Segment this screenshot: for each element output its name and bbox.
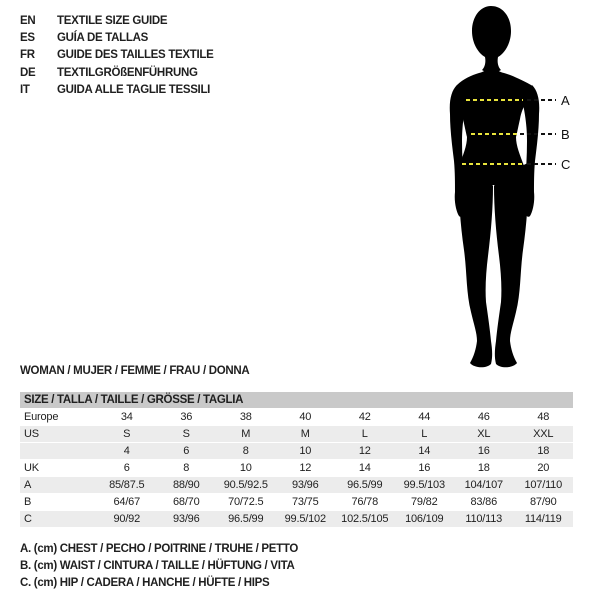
table-row	[20, 460, 573, 477]
legend-line-b: B. (cm) WAIST / CINTURA / TAILLE / HÜFTUNG / VITA	[20, 560, 295, 573]
legend-line-a: A. (cm) CHEST / PECHO / POITRINE / TRUHE / PETTO	[20, 543, 299, 555]
woman-silhouette	[450, 6, 539, 367]
size-cell: 10	[239, 462, 252, 474]
size-cell: 88/90	[172, 479, 200, 491]
lang-title: TEXTILE SIZE GUIDE	[57, 14, 168, 27]
size-cell: 18	[537, 445, 550, 457]
size-cell: 46	[477, 411, 490, 423]
lang-title: TEXTILGRÖßENFÜHRUNG	[57, 66, 198, 79]
size-cell: 104/107	[464, 479, 503, 491]
size-cell: 48	[537, 411, 550, 423]
size-table	[20, 392, 573, 528]
size-cell: 6	[183, 445, 190, 457]
size-cell: 110/113	[465, 513, 503, 525]
size-cell: M	[241, 428, 251, 440]
size-cell: 42	[358, 411, 371, 423]
size-cell: 6	[123, 462, 130, 474]
size-cell: 38	[239, 411, 252, 423]
size-cell: 14	[418, 445, 431, 457]
size-cell: 68/70	[172, 496, 200, 508]
table-row	[20, 511, 573, 528]
table-row	[20, 443, 573, 460]
size-cell: 40	[299, 411, 312, 423]
measurement-legend	[20, 543, 298, 595]
lang-row-fr	[20, 47, 214, 64]
measure-label-b: B	[561, 127, 570, 142]
size-cell: 8	[183, 462, 190, 474]
size-cell: L	[421, 428, 428, 440]
size-cell: 90.5/92.5	[223, 479, 268, 491]
lang-title: GUÍA DE TALLAS	[57, 32, 148, 45]
size-cell: 102.5/105	[341, 513, 389, 525]
row-label: US	[24, 428, 39, 440]
table-row	[20, 494, 573, 511]
lang-row-es	[20, 29, 214, 46]
size-cell: 70/72.5	[228, 496, 264, 508]
size-cell: 12	[299, 462, 312, 474]
legend-line-c: C. (cm) HIP / CADERA / HANCHE / HÜFTE / HIPS	[20, 577, 270, 590]
lang-code: FR	[20, 49, 35, 62]
size-cell: S	[182, 428, 190, 440]
size-cell: 90/92	[113, 513, 141, 525]
lang-code: EN	[20, 14, 36, 27]
woman-silhouette-figure	[420, 0, 600, 375]
size-cell: 14	[358, 462, 371, 474]
size-cell: 34	[120, 411, 133, 423]
size-cell: 76/78	[351, 496, 379, 508]
size-cell: 96.5/99	[347, 479, 383, 491]
size-cell: 107/110	[524, 479, 563, 491]
size-cell: 114/119	[524, 513, 562, 525]
size-cell: L	[361, 428, 368, 440]
size-table-body	[20, 409, 573, 528]
size-cell: 4	[123, 445, 130, 457]
lang-title: GUIDE DES TAILLES TEXTILE	[57, 49, 214, 62]
table-row	[20, 409, 573, 426]
lang-code: DE	[20, 66, 36, 79]
size-cell: 10	[299, 445, 312, 457]
size-cell: 99.5/103	[403, 479, 445, 491]
measure-label-c: C	[561, 157, 571, 172]
lang-code: ES	[20, 32, 35, 45]
size-cell: 79/82	[410, 496, 438, 508]
size-cell: 93/96	[291, 479, 319, 491]
size-cell: 85/87.5	[109, 479, 145, 491]
lang-row-it	[20, 82, 214, 99]
size-cell: 44	[418, 411, 431, 423]
size-cell: XL	[477, 428, 491, 440]
lang-row-de	[20, 64, 214, 81]
row-label: A	[24, 479, 32, 491]
size-cell: XXL	[533, 428, 554, 440]
size-cell: 93/96	[172, 513, 200, 525]
row-label: Europe	[24, 411, 59, 423]
size-cell: 36	[180, 411, 193, 423]
lang-code: IT	[20, 84, 30, 97]
size-cell: 12	[358, 445, 371, 457]
size-cell: 73/75	[291, 496, 319, 508]
size-cell: M	[300, 428, 310, 440]
language-title-block	[20, 12, 214, 99]
row-label: C	[24, 513, 32, 525]
table-row	[20, 477, 573, 494]
size-cell: 64/67	[113, 496, 141, 508]
size-cell: 96.5/99	[228, 513, 264, 525]
size-table-header: SIZE / TALLA / TAILLE / GRÖSSE / TAGLIA	[20, 392, 573, 409]
row-label: B	[24, 496, 32, 508]
row-label: UK	[24, 462, 39, 474]
size-cell: 99.5/102	[284, 513, 326, 525]
size-cell: 20	[537, 462, 550, 474]
lang-row-en	[20, 12, 214, 29]
size-cell: 83/86	[470, 496, 498, 508]
table-row	[20, 426, 573, 443]
size-cell: 16	[477, 445, 490, 457]
size-cell: S	[123, 428, 131, 440]
measure-label-a: A	[561, 93, 570, 108]
table-title: WOMAN / MUJER / FEMME / FRAU / DONNA	[20, 365, 250, 377]
size-cell: 106/109	[405, 513, 444, 525]
size-cell: 87/90	[529, 496, 557, 508]
size-cell: 8	[242, 445, 249, 457]
lang-title: GUIDA ALLE TAGLIE TESSILI	[57, 84, 211, 97]
size-cell: 16	[418, 462, 431, 474]
size-cell: 18	[477, 462, 490, 474]
